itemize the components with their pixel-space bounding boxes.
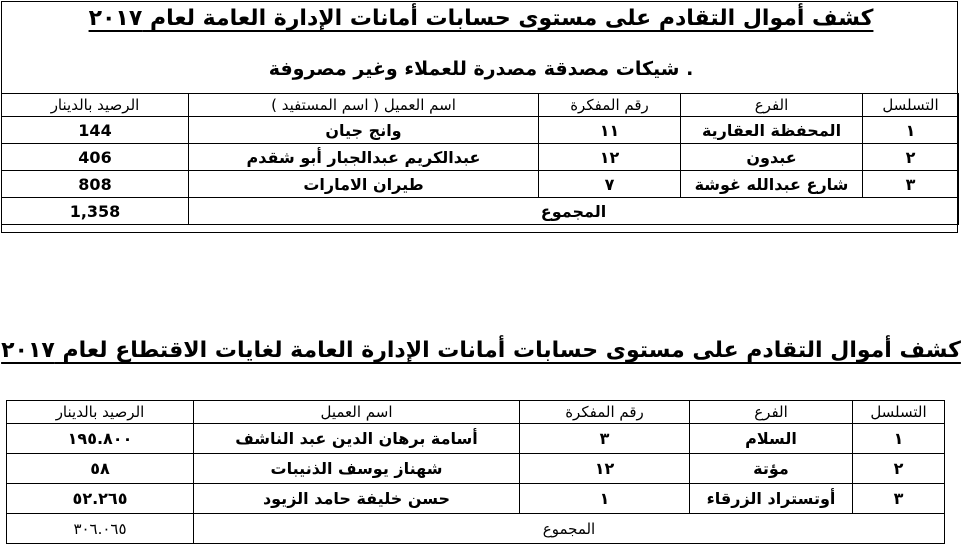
cell-client: وانج جيان bbox=[189, 117, 539, 144]
section1-table bbox=[1, 93, 959, 225]
header-client: اسم العميل bbox=[194, 401, 520, 424]
header-serial: التسلسل bbox=[863, 94, 959, 117]
cell-client: حسن خليفة حامد الزيود bbox=[194, 484, 520, 514]
total-label: المجموع bbox=[194, 514, 945, 544]
total-value: ٣٠٦.٠٦٥ bbox=[7, 514, 194, 544]
total-label: المجموع bbox=[189, 198, 959, 225]
cell-client: عبدالكريم عبدالجبار أبو شقدم bbox=[189, 144, 539, 171]
table-row bbox=[2, 144, 959, 171]
table-row bbox=[7, 484, 945, 514]
cell-memo: ٧ bbox=[539, 171, 681, 198]
cell-client: أسامة برهان الدين عبد الناشف bbox=[194, 424, 520, 454]
table-header-row bbox=[7, 401, 945, 424]
cell-branch: المحفظة العقارية bbox=[681, 117, 863, 144]
cell-memo: ٣ bbox=[520, 424, 690, 454]
cell-serial: ١ bbox=[853, 424, 945, 454]
cell-memo: ١٢ bbox=[520, 454, 690, 484]
section1-subtitle: شيكات مصدقة مصدرة للعملاء وغير مصروفة . bbox=[268, 58, 694, 80]
header-memo: رقم المفكرة bbox=[539, 94, 681, 117]
total-row bbox=[2, 198, 959, 225]
cell-balance: ٥٢.٢٦٥ bbox=[7, 484, 194, 514]
cell-memo: ١١ bbox=[539, 117, 681, 144]
table-row bbox=[7, 454, 945, 484]
cell-branch: مؤتة bbox=[690, 454, 853, 484]
section1-title: كشف أموال التقادم على مستوى حسابات أمانات الإدارة العامة لعام ٢٠١٧ bbox=[88, 6, 874, 31]
cell-serial: ٣ bbox=[863, 171, 959, 198]
total-value: 1,358 bbox=[2, 198, 189, 225]
cell-serial: ٢ bbox=[863, 144, 959, 171]
cell-branch: أوتستراد الزرقاء bbox=[690, 484, 853, 514]
cell-client: شهناز يوسف الذنيبات bbox=[194, 454, 520, 484]
table-row bbox=[2, 117, 959, 144]
header-serial: التسلسل bbox=[853, 401, 945, 424]
header-balance: الرصيد بالدينار bbox=[2, 94, 189, 117]
table-header-row bbox=[2, 94, 959, 117]
cell-balance: ٥٨ bbox=[7, 454, 194, 484]
cell-balance: 406 bbox=[2, 144, 189, 171]
cell-serial: ١ bbox=[863, 117, 959, 144]
header-branch: الفرع bbox=[690, 401, 853, 424]
header-client: اسم العميل ( اسم المستفيد ) bbox=[189, 94, 539, 117]
table-row bbox=[7, 424, 945, 454]
cell-branch: السلام bbox=[690, 424, 853, 454]
cell-client: طيران الامارات bbox=[189, 171, 539, 198]
cell-balance: 144 bbox=[2, 117, 189, 144]
table-row bbox=[2, 171, 959, 198]
total-row bbox=[7, 514, 945, 544]
cell-balance: 808 bbox=[2, 171, 189, 198]
header-branch: الفرع bbox=[681, 94, 863, 117]
cell-balance: ١٩٥.٨٠٠ bbox=[7, 424, 194, 454]
header-memo: رقم المفكرة bbox=[520, 401, 690, 424]
cell-serial: ٣ bbox=[853, 484, 945, 514]
cell-memo: ١ bbox=[520, 484, 690, 514]
cell-serial: ٢ bbox=[853, 454, 945, 484]
cell-branch: عبدون bbox=[681, 144, 863, 171]
section2-table bbox=[6, 400, 945, 544]
cell-branch: شارع عبدالله غوشة bbox=[681, 171, 863, 198]
section2-title: كشف أموال التقادم على مستوى حسابات أمانات الإدارة العامة لغايات الاقتطاع لعام ٢٠١٧ bbox=[1, 338, 961, 363]
header-balance: الرصيد بالدينار bbox=[7, 401, 194, 424]
cell-memo: ١٢ bbox=[539, 144, 681, 171]
